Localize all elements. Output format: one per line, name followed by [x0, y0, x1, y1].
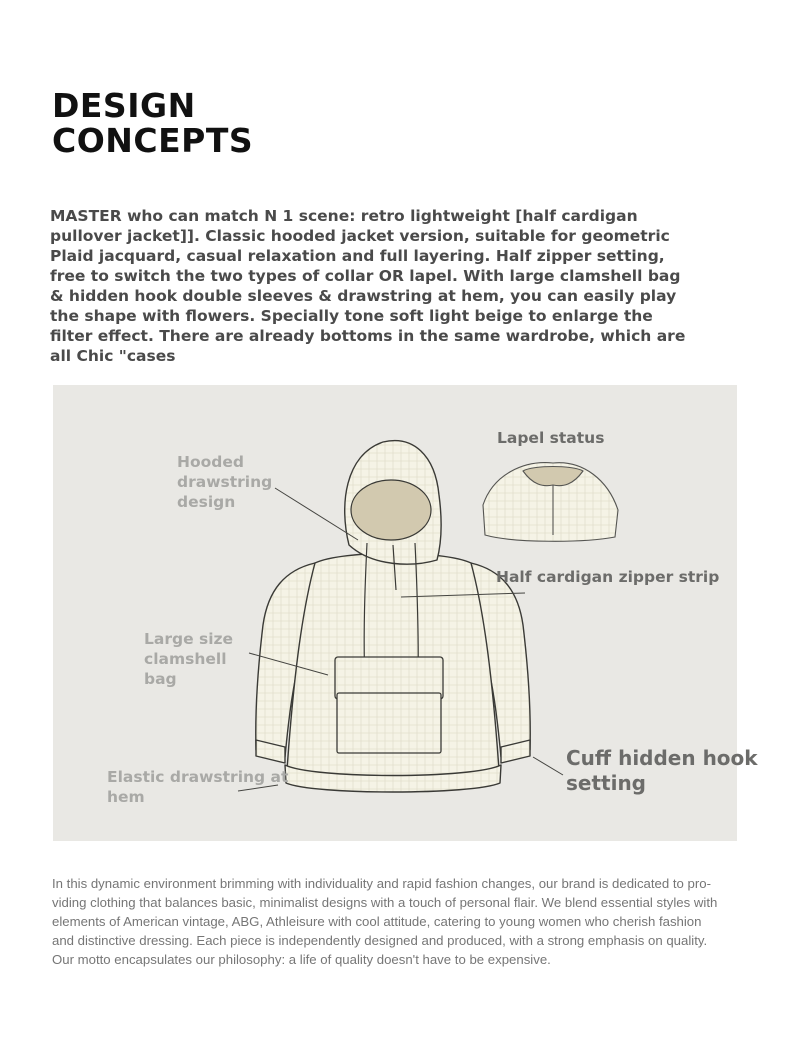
title-line-2: CONCEPTS [52, 121, 254, 160]
clamshell-pocket [335, 657, 443, 753]
label-bag-line-3: bag [144, 670, 177, 688]
label-cuff-line-1: Cuff hidden hook [566, 746, 758, 770]
label-hem-line-2: hem [107, 788, 145, 806]
jacket-illustration-panel [53, 385, 758, 841]
label-cuff-hook [566, 746, 758, 796]
brand-statement [52, 874, 742, 969]
leader-cuff [533, 757, 563, 775]
label-bag-line-1: Large size [144, 630, 234, 648]
label-elastic-hem [107, 767, 288, 807]
label-hem-line-1: Elastic drawstring at [107, 768, 289, 786]
label-clamshell-bag [144, 629, 233, 689]
label-hooded-line-3: design [177, 493, 236, 511]
footer-line-5: Our motto encapsulates our philosophy: a life of quality doesn't have to be expensive. [52, 952, 551, 967]
label-hooded-line-2: drawstring [177, 473, 273, 491]
label-hooded-drawstring [177, 452, 272, 512]
page-title [52, 88, 253, 158]
title-line-1: DESIGN [52, 86, 196, 125]
label-cuff-line-2: setting [566, 771, 646, 795]
label-hooded-line-1: Hooded [177, 453, 244, 471]
footer-line-1: In this dynamic environment brimming with individuality and rapid fashion changes, our brand is dedicated to pro- [52, 876, 711, 891]
footer-line-4: and distinctive dressing. Each piece is independently designed and produced, with a strong emphasis on quality. [52, 933, 708, 948]
hood-lining [351, 480, 431, 540]
footer-line-3: elements of American vintage, ABG, Athleisure with cool attitude, catering to young women who cherish fashion [52, 914, 702, 929]
intro-paragraph: MASTER who can match N 1 scene: retro lightweight [half cardigan pullover jacket]]. Classic hooded jacket version, suitable for geometric Plaid jacquard, casual relaxation and full layering. Half zipper setting, free to switch the two types of collar OR lapel. With large clamshell bag & hidden hook double sleeves & drawstring at hem, you can easily play the shape with flowers. Specially tone soft light beige to enlarge the filter effect. There are already bottoms in the same wardrobe, which are all Chic "cases [50, 207, 686, 365]
label-bag-line-2: clamshell [144, 650, 227, 668]
label-zipper-strip: Half cardigan zipper strip [496, 568, 720, 586]
footer-line-2: viding clothing that balances basic, minimalist designs with a touch of personal flair. We blend essential styles with [52, 895, 718, 910]
lapel-sketch [483, 463, 618, 542]
label-lapel-status: Lapel status [497, 429, 605, 447]
